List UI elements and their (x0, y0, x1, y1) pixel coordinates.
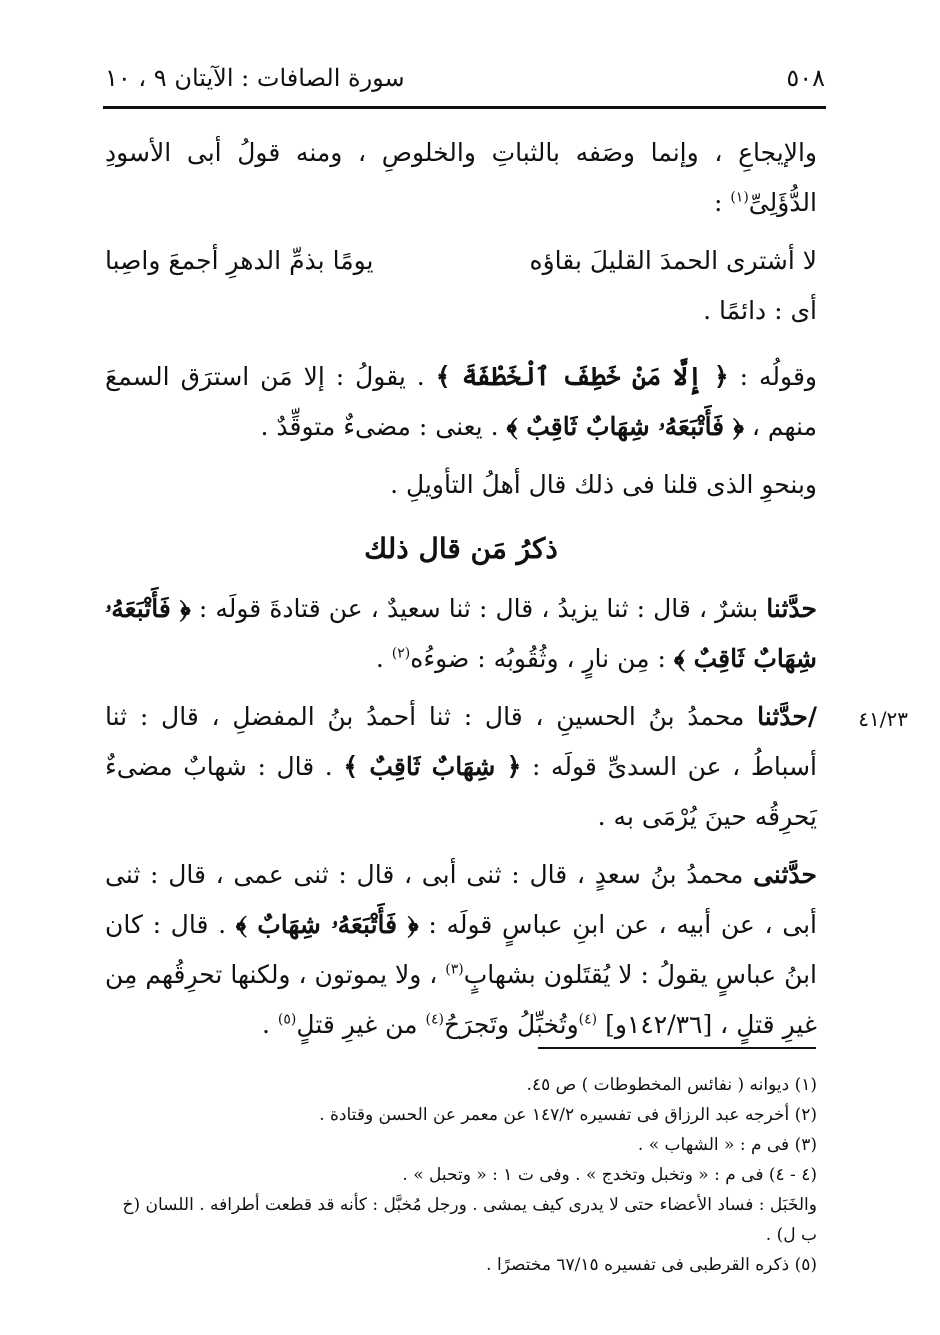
footnote-ref: (٣) (445, 961, 464, 978)
quran-quote: ﴿ فَأَتْبَعَهُۥ شِهَابٌ ثَاقِبٌ ﴾ (506, 412, 744, 441)
poem-hemistich-right: لا أشترى الحمدَ القليلَ بقاؤه (529, 246, 817, 275)
footnote: (٥) ذكره القرطبى فى تفسيره ٦٧/١٥ مختصرًا . (486, 1255, 817, 1275)
header-rule (103, 106, 826, 109)
isnad-lead: حدَّثنى (753, 860, 817, 889)
text-run: . (262, 1010, 278, 1039)
text-line: : (713, 188, 731, 217)
footnote: (٢) أخرجه عبد الرزاق فى تفسيره ١٤٧/٢ عن معمر عن الحسن وقتادة . (319, 1105, 817, 1125)
isnad-lead: حدَّثنا (766, 594, 817, 623)
hadith-3 (105, 850, 817, 1050)
hadith-2 (105, 692, 817, 842)
footnotes (105, 1070, 817, 1280)
footnote: (١) ديوانه ( نفائس المخطوطات ) ص ٤٥. (526, 1075, 817, 1095)
hadith-1 (105, 584, 817, 684)
page-number: ٥٠٨ (786, 64, 825, 92)
isnad-lead: /حدَّثنا (757, 702, 817, 731)
text-run: . يعنى : مضىءٌ متوقِّدٌ . (260, 412, 507, 441)
running-title: سورة الصافات : الآيتان ٩ ، ١٠ (105, 64, 405, 92)
running-header (105, 60, 825, 96)
footnote: والخَبَل : فساد الأعضاء حتى لا يدرى كيف يمشى . ورجل مُخبَّل : كأنه قد قطعت أطرافه . اللسان (خ ب ل) . (122, 1195, 817, 1245)
text-run: . قال : كان ابنُ عباسٍ يقولُ : لا يُقتَلون بشهابٍ (105, 910, 817, 989)
quran-quote: ﴿ إِلَّا مَنْ خَطِفَ ٱلْخَطْفَةَ ﴾ (435, 362, 729, 391)
text-run: من غيرِ قتلٍ (296, 1010, 426, 1039)
quran-quote: ﴿ شِهَابٌ ثَاقِبٌ ﴾ (343, 752, 522, 781)
text-run: . قال : شهابٌ مضىءٌ يَحرِقُه حينَ يُرْمَى به . (105, 752, 817, 831)
section-heading: ذكرُ مَن قال ذلك (364, 532, 558, 565)
poem-hemistich-left: يومًا بذمِّ الدهرِ أجمعَ واصِبا (105, 246, 374, 275)
text-run: محمدُ بنُ الحسينِ ، قال : ثنا أحمدُ بنُ المفضلِ ، قال : ثنا أسباطُ ، عن السدىِّ قولَه : (105, 702, 817, 781)
paragraph-gloss: أى : دائمًا . (703, 296, 817, 325)
footnote-ref: (١) (730, 189, 749, 206)
text-run: محمدُ بنُ سعدٍ ، قال : ثنى أبى ، قال : ثنى عمى ، قال : ثنى أبى ، عن أبيه ، عن ابنِ عباسٍ قولَه : (105, 860, 817, 939)
footnote-rule (538, 1047, 816, 1049)
footnote-ref: (٤) (425, 1011, 444, 1028)
margin-reference: ٤١/٢٣ (858, 707, 908, 731)
text-run: . يقولُ : إلا مَن استرَق السمعَ منهم ، (105, 362, 817, 441)
footnote-ref: (٢) (391, 645, 411, 662)
main-text (105, 128, 817, 1050)
quran-quote: ﴿ فَأَتْبَعَهُۥ شِهَابٌ ثَاقِبٌ ﴾ (105, 594, 817, 673)
text-run: وقولُه : (728, 362, 817, 391)
text-run: : مِن نارٍ ، وثُقُوبُه : ضوءُه (410, 644, 674, 673)
paragraph-verse-commentary (105, 352, 817, 452)
footnote-ref: (٤) (578, 1011, 598, 1028)
text-run: . (375, 644, 392, 673)
text-run: وتُخبِّلُ وتَجرَحُ (443, 1010, 579, 1039)
paragraph-summary: وبنحوِ الذى قلنا فى ذلك قال أهلُ التأويلِ . (390, 470, 817, 499)
footnote-ref: (٥) (277, 1011, 297, 1028)
text-line: والإيجاعِ ، وإنما وصَفه بالثباتِ والخلوصِ ، ومنه قولُ أبى الأسودِ الدُّؤَلِىِّ (105, 138, 817, 217)
footnote: (٤ - ٤) فى م : « وتخبل وتخدج » . وفى ت ١ : « وتحبل » . (402, 1165, 817, 1185)
paragraph-intro (105, 128, 817, 228)
text-run: بشرٌ ، قال : ثنا يزيدُ ، قال : ثنا سعيدٌ ، عن قتادةَ قولَه : (190, 594, 767, 623)
text-run: ، ولا يموتون ، ولكنها تحرِقُهم مِن غيرِ قتلٍ ، [١٤٢/٣٦و] (105, 960, 817, 1039)
footnote: (٣) فى م : « الشهاب » . (637, 1135, 817, 1155)
poem-verse (105, 236, 817, 286)
quran-quote: ﴿ فَأَتْبَعَهُۥ شِهَابٌ ﴾ (235, 910, 419, 939)
